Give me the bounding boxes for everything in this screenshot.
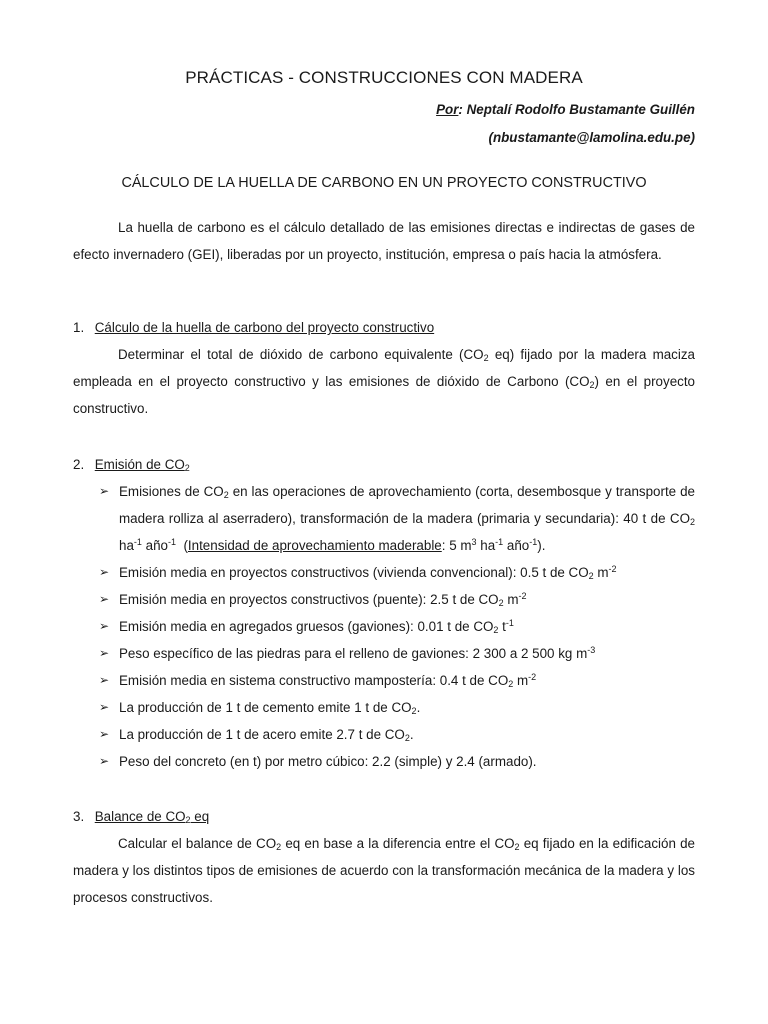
arrow-bullet-icon: ➢ bbox=[99, 619, 110, 633]
subscript: 2 bbox=[498, 598, 504, 608]
emission-list bbox=[99, 478, 695, 775]
item-text: . bbox=[416, 700, 421, 715]
subscript: 2 bbox=[589, 380, 595, 390]
section-2-title bbox=[95, 457, 190, 472]
item-text: ). bbox=[537, 538, 546, 553]
section-1-number: 1. bbox=[73, 320, 85, 335]
list-item bbox=[99, 667, 695, 694]
item-text: Emisión media en sistema constructivo mampostería: 0.4 t de CO bbox=[119, 673, 509, 688]
section-1-title: Cálculo de la huella de carbono del proyecto constructivo bbox=[94, 320, 435, 335]
item-text: m bbox=[513, 673, 529, 688]
subscript: 2 bbox=[588, 571, 594, 581]
item-text: La producción de 1 t de acero emite 2.7 t de CO bbox=[119, 727, 405, 742]
superscript: -1 bbox=[505, 618, 514, 628]
section-1-text: Determinar el total de dióxido de carbono equivalente (CO bbox=[118, 347, 484, 362]
superscript: -1 bbox=[529, 537, 538, 547]
item-text: Emisión media en proyectos constructivos (vivienda convencional): 0.5 t de CO bbox=[119, 565, 589, 580]
subscript: 2 bbox=[411, 706, 417, 716]
section-3-number: 3. bbox=[73, 809, 85, 824]
list-item bbox=[99, 640, 695, 667]
section-3-title bbox=[95, 809, 209, 824]
author-email: (nbustamante@lamolina.edu.pe) bbox=[488, 130, 695, 145]
document-title: PRÁCTICAS - CONSTRUCCIONES CON MADERA bbox=[185, 68, 583, 87]
item-text: año bbox=[141, 538, 168, 553]
section-2-number: 2. bbox=[73, 457, 85, 472]
list-item bbox=[99, 748, 695, 775]
section-1-text: eq) fijado por la madera maciza empleada en el proyecto constructivo y las emisiones de dióxido de Carbono (CO bbox=[73, 347, 695, 389]
item-text: Peso específico de las piedras para el relleno de gaviones: 2 300 a 2 500 kg m bbox=[119, 646, 588, 661]
list-item bbox=[99, 694, 695, 721]
document-subtitle: CÁLCULO DE LA HUELLA DE CARBONO EN UN PROYECTO CONSTRUCTIVO bbox=[121, 175, 647, 191]
arrow-bullet-icon: ➢ bbox=[99, 592, 110, 606]
item-text: Peso del concreto (en t) por metro cúbico: 2.2 (simple) y 2.4 (armado). bbox=[119, 754, 537, 769]
subscript: 2 bbox=[276, 842, 282, 852]
section-3-text: Calcular el balance de CO bbox=[118, 836, 277, 851]
section-3-title-text: eq bbox=[190, 809, 210, 824]
list-item bbox=[99, 559, 695, 586]
arrow-bullet-icon: ➢ bbox=[99, 754, 110, 768]
superscript: -3 bbox=[587, 645, 596, 655]
section-2-heading bbox=[73, 451, 190, 478]
item-text: ha bbox=[119, 538, 134, 553]
section-3-heading bbox=[73, 803, 209, 830]
superscript: -2 bbox=[528, 672, 537, 682]
superscript: -2 bbox=[518, 591, 527, 601]
author-line bbox=[436, 102, 695, 117]
subscript: 2 bbox=[483, 353, 489, 363]
item-text: Intensidad de aprovechamiento maderable bbox=[187, 538, 442, 553]
section-3-title-text: Balance de CO bbox=[94, 809, 186, 824]
item-text: en las operaciones de aprovechamiento (corta, desembosque y transporte de madera rolliza al aserradero), transformación de la madera (primaria y secundaria): 40 t de CO bbox=[119, 484, 695, 526]
item-text: Emisiones de CO bbox=[119, 484, 224, 499]
superscript: -1 bbox=[167, 537, 176, 547]
item-text: Emisión media en agregados gruesos (gaviones): 0.01 t de CO bbox=[119, 619, 494, 634]
item-text: m bbox=[503, 592, 519, 607]
author-name: : Neptalí Rodolfo Bustamante Guillén bbox=[458, 102, 695, 117]
list-item bbox=[99, 613, 695, 640]
arrow-bullet-icon: ➢ bbox=[99, 673, 110, 687]
section-3-text: eq fijado en la edificación de madera y los distintos tipos de emisiones de acuerdo con la transformación mecánica de la madera y los procesos constructivos. bbox=[73, 836, 695, 905]
list-item bbox=[99, 721, 695, 748]
section-1-text: ) en el proyecto constructivo. bbox=[73, 374, 696, 416]
subscript: 2 bbox=[689, 517, 695, 527]
item-text: La producción de 1 t de cemento emite 1 t de CO bbox=[119, 700, 412, 715]
subscript: 2 bbox=[404, 733, 410, 743]
section-3-paragraph bbox=[73, 830, 695, 911]
item-text: año bbox=[503, 538, 530, 553]
subscript: 2 bbox=[185, 815, 191, 825]
list-item bbox=[99, 478, 695, 559]
superscript: -2 bbox=[608, 564, 617, 574]
subscript: 2 bbox=[184, 463, 190, 473]
arrow-bullet-icon: ➢ bbox=[99, 565, 110, 579]
item-text: ha bbox=[476, 538, 496, 553]
arrow-bullet-icon: ➢ bbox=[99, 646, 110, 660]
arrow-bullet-icon: ➢ bbox=[99, 700, 110, 714]
intro-paragraph: La huella de carbono es el cálculo detallado de las emisiones directas e indirectas de gases de efecto invernadero (GEI), liberadas por un proyecto, institución, empresa o país hacia la atmósfera. bbox=[73, 220, 695, 262]
arrow-bullet-icon: ➢ bbox=[99, 727, 110, 741]
item-text: Emisión media en proyectos constructivos (puente): 2.5 t de CO bbox=[119, 592, 499, 607]
item-text: t bbox=[498, 619, 506, 634]
author-prefix: Por bbox=[436, 102, 459, 117]
section-1-paragraph bbox=[73, 341, 695, 422]
superscript: 3 bbox=[471, 537, 477, 547]
item-text: ( bbox=[176, 538, 188, 553]
section-1-heading bbox=[73, 314, 434, 341]
superscript: -1 bbox=[133, 537, 142, 547]
item-text: . bbox=[409, 727, 414, 742]
list-item bbox=[99, 586, 695, 613]
arrow-bullet-icon: ➢ bbox=[99, 484, 110, 498]
subscript: 2 bbox=[514, 842, 520, 852]
subscript: 2 bbox=[493, 625, 499, 635]
subscript: 2 bbox=[223, 490, 229, 500]
superscript: -1 bbox=[495, 537, 504, 547]
section-2-title-text: Emisión de CO bbox=[94, 457, 185, 472]
item-text: m bbox=[593, 565, 609, 580]
subscript: 2 bbox=[508, 679, 514, 689]
item-text: : 5 m bbox=[441, 538, 472, 553]
section-3-text: eq en base a la diferencia entre el CO bbox=[281, 836, 515, 851]
